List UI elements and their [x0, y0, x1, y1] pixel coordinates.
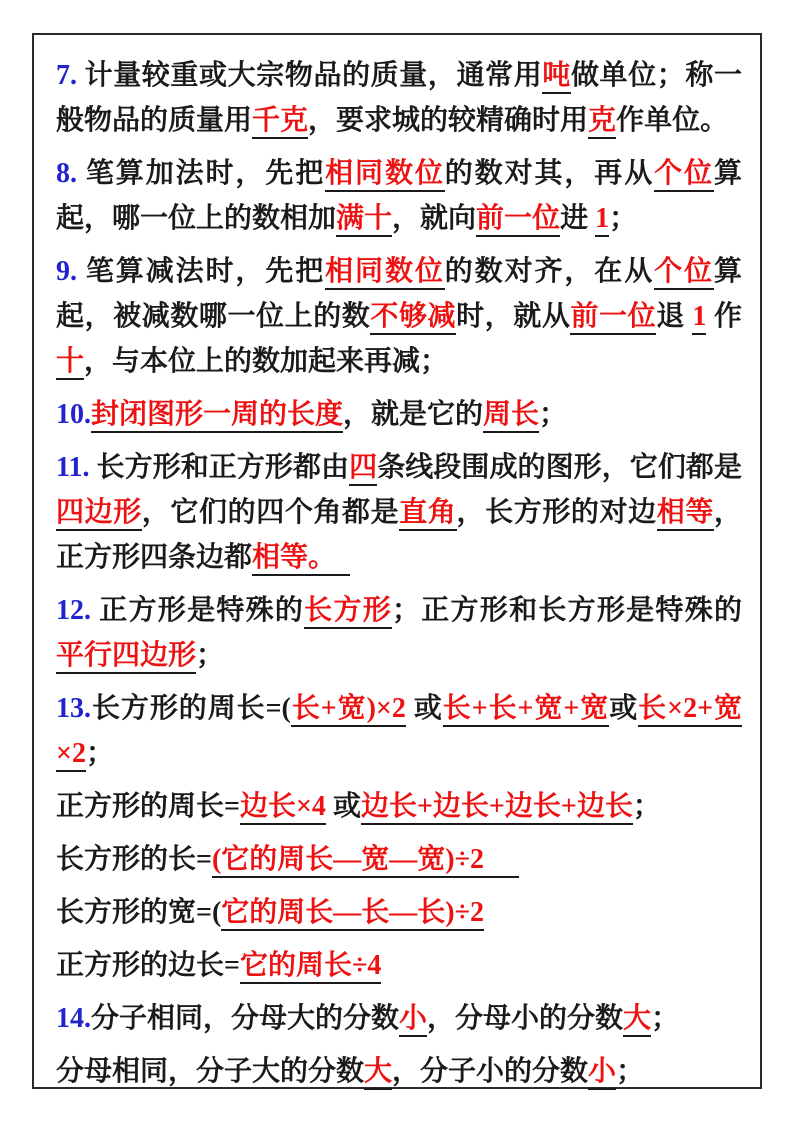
key-term: 满十: [336, 203, 392, 237]
plain-text: ；: [651, 1003, 680, 1034]
key-term: 吨: [542, 60, 571, 94]
plain-text: ，长方形的对边: [456, 497, 657, 528]
item-number: 7.: [56, 60, 77, 91]
item-number: 12.: [56, 595, 91, 626]
key-term: 千克: [252, 105, 308, 139]
key-term: 它的周长—长—长)÷2: [221, 897, 484, 931]
key-term: 它的周长÷4: [240, 950, 381, 984]
key-term: 克: [588, 105, 616, 139]
plain-text: ，就向: [392, 203, 477, 234]
key-term: 个位: [654, 158, 714, 192]
plain-text: ，分母小的分数: [427, 1003, 624, 1034]
key-term: 个位: [654, 256, 714, 290]
plain-text: 正方形是特殊的: [91, 595, 305, 626]
paragraph: [56, 445, 742, 580]
key-term: 大: [364, 1056, 392, 1090]
document-body: [56, 53, 742, 1094]
key-term: 1: [595, 203, 609, 237]
key-term: 十: [56, 346, 84, 380]
key-term: 长+宽)×2: [291, 693, 406, 727]
key-term: 小: [399, 1003, 427, 1037]
plain-text: ；: [539, 399, 568, 430]
plain-text: 算起，被减数哪一位上的数: [56, 256, 742, 332]
plain-text: 的数对其，再从: [444, 158, 655, 189]
key-term: 相同数位: [325, 256, 445, 290]
paragraph: [56, 890, 742, 935]
paragraph: [56, 996, 742, 1041]
plain-text: 笔算减法时，先把: [77, 256, 326, 287]
item-number: 14.: [56, 1003, 91, 1034]
plain-text: 或: [609, 693, 639, 724]
plain-text: 正方形的周长=: [56, 791, 240, 822]
plain-text: 时，就从: [456, 301, 571, 332]
paragraph: [56, 588, 742, 678]
plain-text: ；: [196, 640, 225, 671]
key-term: 平行四边形: [56, 640, 196, 674]
plain-text: 长方形的宽=(: [56, 897, 222, 928]
item-number: 8.: [56, 158, 77, 189]
item-number: 11.: [56, 452, 90, 483]
plain-text: ；: [609, 203, 638, 234]
paragraph: [56, 784, 742, 829]
plain-text: 或: [325, 791, 361, 822]
plain-text: 计量较重或大宗物品的质量，通常用: [77, 60, 543, 91]
key-term: 周长: [483, 399, 539, 433]
plain-text: 长方形的长=: [56, 844, 212, 875]
key-term: 长×2+宽×2: [56, 693, 742, 772]
key-term: 长+长+宽+宽: [443, 693, 609, 727]
plain-text: 退: [656, 301, 693, 332]
paragraph: [56, 53, 742, 143]
plain-text: 的数对齐，在从: [444, 256, 655, 287]
plain-text: 分子相同，分母大的分数: [91, 1003, 400, 1034]
plain-text: ；正方形和长方形是特殊的: [391, 595, 742, 626]
content-frame: [32, 33, 762, 1089]
key-term: 小: [588, 1056, 616, 1090]
plain-text: ，分子小的分数: [392, 1056, 589, 1087]
plain-text: ；: [85, 738, 114, 769]
item-number: 13.: [56, 693, 91, 724]
paragraph: [56, 249, 742, 384]
key-term: 大: [623, 1003, 651, 1037]
key-term: 封闭图形一周的长度: [91, 399, 343, 433]
key-term: 长方形: [304, 595, 392, 629]
plain-text: 作: [706, 301, 742, 332]
plain-text: 或: [405, 693, 443, 724]
paragraph: [56, 686, 742, 776]
key-term: 前一位: [476, 203, 560, 237]
plain-text: 正方形的边长=: [56, 950, 240, 981]
key-term: 边长×4: [240, 791, 326, 825]
plain-text: ，与本位上的数加起来再减；: [84, 346, 449, 377]
plain-text: 长方形的周长=(: [91, 693, 291, 724]
plain-text: 做单位；称一般物品的质量用: [56, 60, 742, 136]
plain-text: ，它们的四个角都是: [141, 497, 400, 528]
paragraph: [56, 943, 742, 988]
plain-text: 进: [560, 203, 596, 234]
plain-text: 条线段围成的图形，它们都是: [377, 452, 742, 483]
paragraph: [56, 837, 742, 882]
plain-text: ，就是它的: [343, 399, 484, 430]
key-term: 四边形: [56, 497, 142, 531]
key-term: 相等: [657, 497, 714, 531]
key-term: (它的周长—宽—宽)÷2: [212, 844, 519, 878]
plain-text: ；: [632, 791, 661, 822]
plain-text: 笔算加法时，先把: [77, 158, 326, 189]
plain-text: 长方形和正方形都由: [89, 452, 350, 483]
key-term: 相同数位: [325, 158, 445, 192]
item-number: 9.: [56, 256, 77, 287]
key-term: 四: [349, 452, 377, 486]
plain-text: 算起，哪一位上的数相加: [56, 158, 742, 234]
plain-text: ；: [616, 1056, 645, 1087]
item-number: 10.: [56, 399, 91, 430]
paragraph: [56, 1049, 742, 1094]
plain-text: ，正方形四条边都: [56, 497, 742, 573]
paragraph: [56, 151, 742, 241]
plain-text: 分母相同，分子大的分数: [56, 1056, 365, 1087]
key-term: 不够减: [370, 301, 456, 335]
plain-text: ，要求城的较精确时用: [308, 105, 589, 136]
paragraph: [56, 392, 742, 437]
key-term: 相等。: [252, 542, 350, 576]
key-term: 直角: [399, 497, 456, 531]
key-term: 1: [692, 301, 706, 335]
key-term: 前一位: [570, 301, 656, 335]
key-term: 边长+边长+边长+边长: [361, 791, 633, 825]
plain-text: 作单位。: [616, 105, 729, 136]
